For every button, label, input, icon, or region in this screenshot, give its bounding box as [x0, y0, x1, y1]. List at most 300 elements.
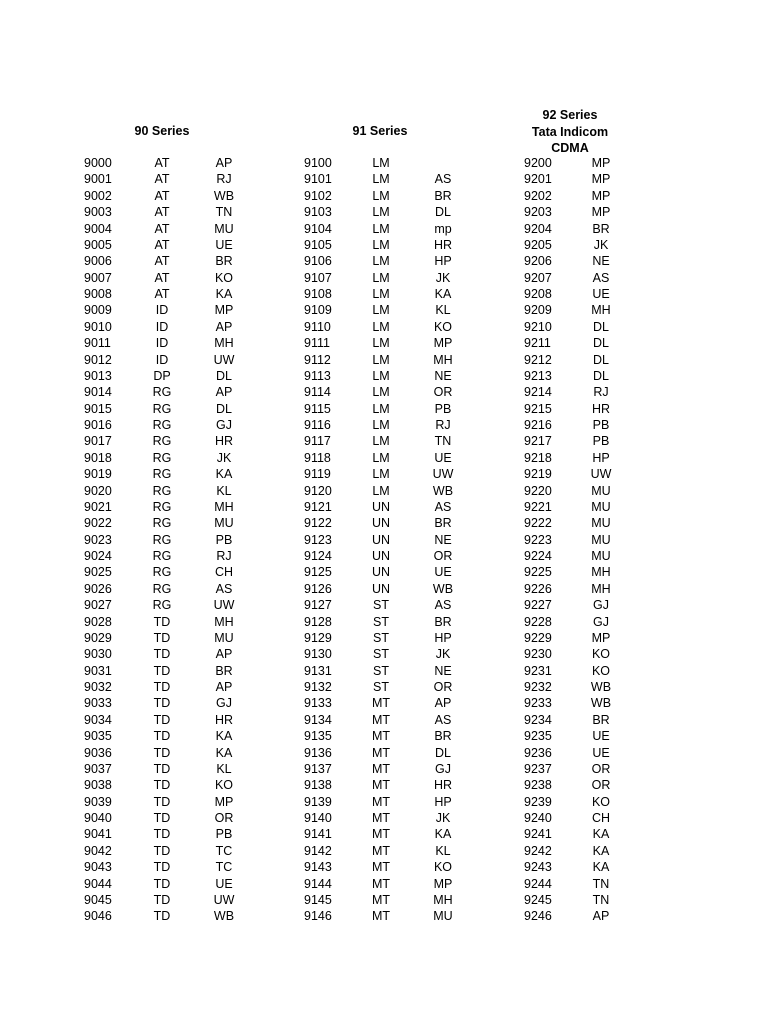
- series-90-number: 9011: [84, 336, 111, 351]
- series-90-circle: MU: [214, 516, 234, 531]
- series-90-circle: AS: [215, 581, 233, 596]
- series-90-number: 9006: [84, 254, 112, 269]
- series-92-circle: TN: [592, 892, 610, 907]
- series-91-operator: UN: [371, 565, 391, 580]
- series-90-circle: TC: [215, 843, 233, 858]
- series-90-number: 9035: [84, 729, 112, 744]
- series-91-number: 9117: [304, 434, 331, 449]
- series-90-operator: TD: [153, 860, 171, 875]
- series-90-operator: AT: [154, 237, 170, 252]
- series-91-circle: KL: [435, 843, 451, 858]
- series-91-circle: HR: [433, 237, 453, 252]
- series-92-circle: GJ: [593, 598, 609, 613]
- series-91-number: 9142: [304, 843, 332, 858]
- series-91-operator: LM: [372, 303, 390, 318]
- series-91-operator: UN: [371, 516, 391, 531]
- series-91-number: 9113: [304, 368, 331, 383]
- series-92-circle: BR: [592, 221, 610, 236]
- series-92-circle: DL: [593, 368, 609, 383]
- series-90-number: 9033: [84, 696, 112, 711]
- series-90-number: 9020: [84, 483, 112, 498]
- series-91-circle: RJ: [435, 418, 451, 432]
- series-91-operator: LM: [372, 221, 390, 236]
- series-91-circle: HR: [433, 778, 453, 793]
- series-90-operator: TD: [153, 729, 171, 744]
- series-92-number: 9215: [524, 401, 552, 416]
- series-90-number: 9016: [84, 418, 112, 432]
- series-90-operator: ID: [155, 319, 169, 334]
- series-91-number: 9125: [304, 565, 332, 580]
- series-91-operator: LM: [372, 467, 390, 482]
- series-91-number: 9128: [304, 614, 332, 629]
- series-90-circle: MH: [214, 499, 234, 514]
- series-90-operator: TD: [153, 745, 171, 760]
- series-90-circle: MP: [214, 303, 234, 318]
- series-90-circle: KL: [216, 761, 232, 776]
- table-row: [0, 663, 768, 679]
- header-92-line-1: 92 Series: [542, 108, 598, 122]
- series-91-circle: OR: [433, 549, 453, 563]
- series-91-circle: WB: [432, 483, 454, 498]
- series-91-number: 9134: [304, 712, 332, 727]
- series-90-operator: TD: [153, 614, 171, 629]
- table-row: [0, 581, 768, 597]
- series-91-operator: LM: [372, 172, 390, 187]
- series-90-number: 9036: [84, 745, 112, 760]
- series-90-circle: KA: [215, 287, 233, 301]
- series-92-number: 9233: [524, 696, 552, 711]
- series-90-number: 9027: [84, 598, 112, 613]
- series-90-operator: AT: [154, 205, 170, 220]
- series-91-operator: MT: [371, 745, 391, 760]
- series-91-number: 9108: [304, 287, 332, 301]
- series-91-circle: NE: [434, 663, 452, 678]
- series-91-number: 9114: [304, 385, 331, 400]
- series-90-circle: UW: [213, 892, 235, 907]
- series-90-number: 9009: [84, 303, 112, 318]
- series-91-operator: LM: [372, 483, 390, 498]
- series-91-number: 9146: [304, 909, 332, 924]
- series-90-circle: HR: [214, 434, 234, 449]
- series-91-circle: UW: [432, 467, 454, 482]
- series-90-operator: TD: [153, 827, 171, 842]
- series-90-circle: KO: [214, 778, 234, 793]
- series-92-number: 9213: [524, 368, 552, 383]
- table-row: [0, 777, 768, 793]
- series-92-number: 9230: [524, 647, 552, 662]
- series-90-operator: RG: [152, 434, 172, 449]
- series-92-number: 9204: [524, 221, 552, 236]
- series-92-circle: MH: [591, 581, 611, 596]
- series-91-circle: MH: [433, 892, 453, 907]
- series-92-number: 9227: [524, 598, 552, 613]
- series-90-number: 9008: [84, 287, 112, 301]
- series-90-number: 9019: [84, 467, 112, 482]
- series-90-circle: UW: [213, 598, 235, 613]
- series-91-number: 9100: [304, 156, 332, 170]
- series-92-number: 9211: [524, 336, 551, 351]
- series-92-circle: NE: [592, 254, 610, 269]
- series-90-circle: MU: [214, 221, 234, 236]
- series-90-operator: AT: [154, 221, 170, 236]
- series-90-circle: JK: [216, 450, 232, 465]
- series-92-circle: MH: [591, 303, 611, 318]
- series-90-number: 9003: [84, 205, 112, 220]
- series-92-number: 9245: [524, 892, 552, 907]
- series-92-number: 9242: [524, 843, 552, 858]
- series-90-circle: AP: [215, 156, 233, 170]
- series-91-number: 9124: [304, 549, 332, 563]
- table-row: [0, 614, 768, 630]
- series-90-circle: MH: [214, 614, 234, 629]
- series-92-circle: HP: [592, 450, 610, 465]
- series-91-number: 9139: [304, 794, 332, 809]
- series-92-number: 9246: [524, 909, 552, 924]
- series-92-number: 9214: [524, 385, 552, 400]
- series-91-operator: MT: [371, 794, 391, 809]
- series-92-circle: MU: [591, 483, 611, 498]
- series-90-operator: ID: [155, 352, 169, 367]
- series-91-number: 9133: [304, 696, 332, 711]
- series-92-circle: OR: [591, 761, 611, 776]
- series-92-circle: OR: [591, 778, 611, 793]
- series-91-operator: UN: [371, 581, 391, 596]
- series-92-circle: AS: [592, 270, 610, 285]
- series-90-circle: RJ: [216, 549, 232, 563]
- table-row: [0, 515, 768, 531]
- series-91-circle: JK: [435, 270, 451, 285]
- series-91-circle: AS: [434, 172, 452, 187]
- series-92-number: 9220: [524, 483, 552, 498]
- series-92-circle: DL: [593, 336, 609, 351]
- series-90-circle: KA: [215, 729, 233, 744]
- series-91-operator: UN: [371, 499, 391, 514]
- series-91-circle: NE: [434, 368, 452, 383]
- series-91-number: 9137: [304, 761, 332, 776]
- table-row: [0, 433, 768, 449]
- series-92-circle: RJ: [593, 385, 609, 400]
- header-92-line-3: CDMA: [551, 141, 589, 155]
- series-91-number: 9145: [304, 892, 332, 907]
- series-90-number: 9014: [84, 385, 112, 400]
- header-90-series: [112, 123, 212, 140]
- series-91-operator: LM: [372, 270, 390, 285]
- series-92-number: 9237: [524, 761, 552, 776]
- table-row: [0, 466, 768, 482]
- series-91-circle: DL: [435, 205, 451, 220]
- table-row: [0, 401, 768, 417]
- series-91-operator: LM: [372, 401, 390, 416]
- series-91-operator: LM: [372, 352, 390, 367]
- series-92-number: 9202: [524, 188, 552, 203]
- series-92-number: 9231: [524, 663, 552, 678]
- series-90-number: 9000: [84, 156, 112, 170]
- series-90-number: 9023: [84, 532, 112, 547]
- series-92-number: 9238: [524, 778, 552, 793]
- series-91-circle: BR: [434, 188, 452, 203]
- series-90-operator: TD: [153, 712, 171, 727]
- series-91-number: 9109: [304, 303, 332, 318]
- series-92-circle: CH: [591, 811, 611, 825]
- table-row: [0, 745, 768, 761]
- number-series-table: [0, 155, 768, 925]
- series-91-operator: MT: [371, 696, 391, 711]
- table-row: [0, 286, 768, 302]
- series-91-number: 9101: [304, 172, 332, 187]
- series-91-number: 9131: [304, 663, 332, 678]
- series-92-number: 9236: [524, 745, 552, 760]
- series-92-number: 9241: [524, 827, 552, 842]
- series-91-number: 9140: [304, 811, 332, 825]
- series-92-number: 9218: [524, 450, 552, 465]
- series-91-circle: MP: [433, 336, 453, 351]
- table-row: [0, 876, 768, 892]
- table-row: [0, 630, 768, 646]
- table-row: [0, 237, 768, 253]
- series-90-number: 9007: [84, 270, 112, 285]
- series-91-circle: KA: [434, 287, 452, 301]
- series-90-operator: RG: [152, 549, 172, 563]
- series-92-number: 9225: [524, 565, 552, 580]
- table-row: [0, 417, 768, 433]
- series-90-circle: OR: [214, 811, 234, 825]
- series-90-circle: BR: [215, 663, 233, 678]
- series-91-number: 9115: [304, 401, 331, 416]
- series-91-circle: DL: [435, 745, 451, 760]
- series-91-operator: LM: [372, 188, 390, 203]
- series-92-circle: HR: [591, 401, 611, 416]
- series-91-operator: MT: [371, 712, 391, 727]
- series-90-number: 9038: [84, 778, 112, 793]
- series-90-operator: ID: [155, 303, 169, 318]
- series-91-number: 9130: [304, 647, 332, 662]
- series-91-number: 9122: [304, 516, 332, 531]
- series-92-circle: MU: [591, 499, 611, 514]
- series-90-circle: CH: [214, 565, 234, 580]
- series-90-number: 9022: [84, 516, 112, 531]
- series-92-number: 9205: [524, 237, 552, 252]
- series-90-number: 9037: [84, 761, 112, 776]
- table-row: [0, 810, 768, 826]
- series-92-circle: DL: [593, 319, 609, 334]
- series-91-circle: BR: [434, 614, 452, 629]
- series-90-operator: RG: [152, 418, 172, 432]
- series-91-circle: AS: [434, 712, 452, 727]
- series-90-number: 9026: [84, 581, 112, 596]
- series-90-number: 9042: [84, 843, 112, 858]
- series-92-number: 9200: [524, 156, 552, 170]
- series-91-number: 9118: [304, 450, 331, 465]
- series-92-circle: KO: [591, 663, 611, 678]
- series-91-operator: MT: [371, 892, 391, 907]
- series-92-number: 9240: [524, 811, 552, 825]
- table-row: [0, 302, 768, 318]
- series-91-circle: HP: [434, 630, 452, 645]
- series-91-operator: LM: [372, 156, 390, 170]
- header-91-series: [330, 123, 430, 140]
- series-90-operator: AT: [154, 254, 170, 269]
- series-90-number: 9024: [84, 549, 112, 563]
- series-90-number: 9010: [84, 319, 112, 334]
- series-91-number: 9144: [304, 876, 332, 891]
- series-92-circle: KA: [592, 827, 610, 842]
- series-90-circle: HR: [214, 712, 234, 727]
- series-92-number: 9210: [524, 319, 552, 334]
- series-92-number: 9235: [524, 729, 552, 744]
- series-92-circle: PB: [592, 434, 610, 449]
- series-92-number: 9244: [524, 876, 552, 891]
- series-90-circle: KO: [214, 270, 234, 285]
- table-row: [0, 794, 768, 810]
- series-90-circle: WB: [213, 188, 235, 203]
- series-91-circle: AS: [434, 499, 452, 514]
- series-92-circle: UE: [592, 729, 610, 744]
- series-90-number: 9032: [84, 680, 112, 694]
- series-92-circle: AP: [592, 909, 610, 924]
- series-91-circle: MU: [433, 909, 453, 924]
- table-row: [0, 859, 768, 875]
- series-91-operator: LM: [372, 237, 390, 252]
- series-90-circle: MP: [214, 794, 234, 809]
- series-90-number: 9018: [84, 450, 112, 465]
- series-91-operator: LM: [372, 205, 390, 220]
- series-90-operator: TD: [153, 892, 171, 907]
- series-92-circle: WB: [590, 680, 612, 694]
- series-92-circle: UE: [592, 745, 610, 760]
- series-91-circle: TN: [434, 434, 452, 449]
- series-91-operator: ST: [373, 614, 389, 629]
- series-92-circle: DL: [593, 352, 609, 367]
- series-90-operator: RG: [152, 565, 172, 580]
- series-90-operator: TD: [153, 811, 171, 825]
- series-90-circle: DL: [216, 401, 232, 416]
- table-row: [0, 646, 768, 662]
- table-row: [0, 204, 768, 220]
- series-92-circle: JK: [593, 237, 609, 252]
- series-91-number: 9103: [304, 205, 332, 220]
- table-row: [0, 188, 768, 204]
- series-90-number: 9045: [84, 892, 112, 907]
- series-91-operator: LM: [372, 450, 390, 465]
- series-92-number: 9203: [524, 205, 552, 220]
- series-90-circle: AP: [215, 647, 233, 662]
- series-92-number: 9226: [524, 581, 552, 596]
- series-92-circle: KA: [592, 860, 610, 875]
- series-91-number: 9127: [304, 598, 332, 613]
- series-91-circle: AS: [434, 598, 452, 613]
- series-90-number: 9005: [84, 237, 112, 252]
- series-90-operator: RG: [152, 581, 172, 596]
- series-92-number: 9229: [524, 630, 552, 645]
- series-91-circle: OR: [433, 385, 453, 400]
- table-row: [0, 532, 768, 548]
- series-90-number: 9029: [84, 630, 112, 645]
- series-92-circle: TN: [592, 876, 610, 891]
- series-91-circle: HP: [434, 254, 452, 269]
- table-row: [0, 826, 768, 842]
- series-92-circle: MP: [591, 630, 611, 645]
- series-90-operator: RG: [152, 598, 172, 613]
- series-92-circle: KA: [592, 843, 610, 858]
- series-90-number: 9039: [84, 794, 112, 809]
- series-90-number: 9046: [84, 909, 112, 924]
- series-90-circle: KA: [215, 467, 233, 482]
- series-90-circle: AP: [215, 680, 233, 694]
- series-90-number: 9012: [84, 352, 112, 367]
- series-92-circle: MU: [591, 549, 611, 563]
- series-92-number: 9228: [524, 614, 552, 629]
- series-92-circle: WB: [590, 696, 612, 711]
- series-91-operator: ST: [373, 663, 389, 678]
- series-91-number: 9132: [304, 680, 332, 694]
- series-91-number: 9123: [304, 532, 332, 547]
- series-92-number: 9209: [524, 303, 552, 318]
- series-91-operator: UN: [371, 532, 391, 547]
- series-91-operator: ST: [373, 630, 389, 645]
- series-91-operator: LM: [372, 336, 390, 351]
- series-90-operator: TD: [153, 794, 171, 809]
- series-91-operator: MT: [371, 860, 391, 875]
- series-91-operator: MT: [371, 827, 391, 842]
- table-row: [0, 171, 768, 187]
- series-90-operator: TD: [153, 876, 171, 891]
- series-91-operator: ST: [373, 598, 389, 613]
- series-90-operator: AT: [154, 270, 170, 285]
- table-row: [0, 548, 768, 564]
- table-row: [0, 384, 768, 400]
- series-91-operator: MT: [371, 811, 391, 825]
- table-row: [0, 221, 768, 237]
- series-91-operator: ST: [373, 647, 389, 662]
- table-row: [0, 352, 768, 368]
- series-91-circle: MP: [433, 876, 453, 891]
- series-92-circle: BR: [592, 712, 610, 727]
- series-90-number: 9015: [84, 401, 112, 416]
- series-90-operator: AT: [154, 188, 170, 203]
- series-90-operator: TD: [153, 630, 171, 645]
- series-91-operator: LM: [372, 385, 390, 400]
- series-91-circle: NE: [434, 532, 452, 547]
- series-92-number: 9234: [524, 712, 552, 727]
- series-92-number: 9212: [524, 352, 552, 367]
- series-92-number: 9222: [524, 516, 552, 531]
- series-92-number: 9208: [524, 287, 552, 301]
- series-92-circle: GJ: [593, 614, 609, 629]
- series-90-operator: AT: [154, 156, 170, 170]
- series-90-circle: AP: [215, 385, 233, 400]
- header-92-series: [510, 107, 630, 157]
- series-90-operator: RG: [152, 532, 172, 547]
- table-row: [0, 695, 768, 711]
- series-91-number: 9111: [304, 336, 330, 351]
- series-91-operator: LM: [372, 418, 390, 432]
- series-91-operator: MT: [371, 761, 391, 776]
- series-92-number: 9216: [524, 418, 552, 432]
- series-91-number: 9106: [304, 254, 332, 269]
- series-91-circle: KO: [433, 860, 453, 875]
- series-90-operator: RG: [152, 467, 172, 482]
- series-90-number: 9030: [84, 647, 112, 662]
- series-90-operator: TD: [153, 778, 171, 793]
- series-91-number: 9121: [304, 499, 332, 514]
- series-90-operator: RG: [152, 483, 172, 498]
- series-91-circle: PB: [434, 401, 452, 416]
- series-90-number: 9043: [84, 860, 112, 875]
- series-92-circle: MP: [591, 172, 611, 187]
- series-90-circle: WB: [213, 909, 235, 924]
- series-92-circle: PB: [592, 418, 610, 432]
- table-row: [0, 155, 768, 171]
